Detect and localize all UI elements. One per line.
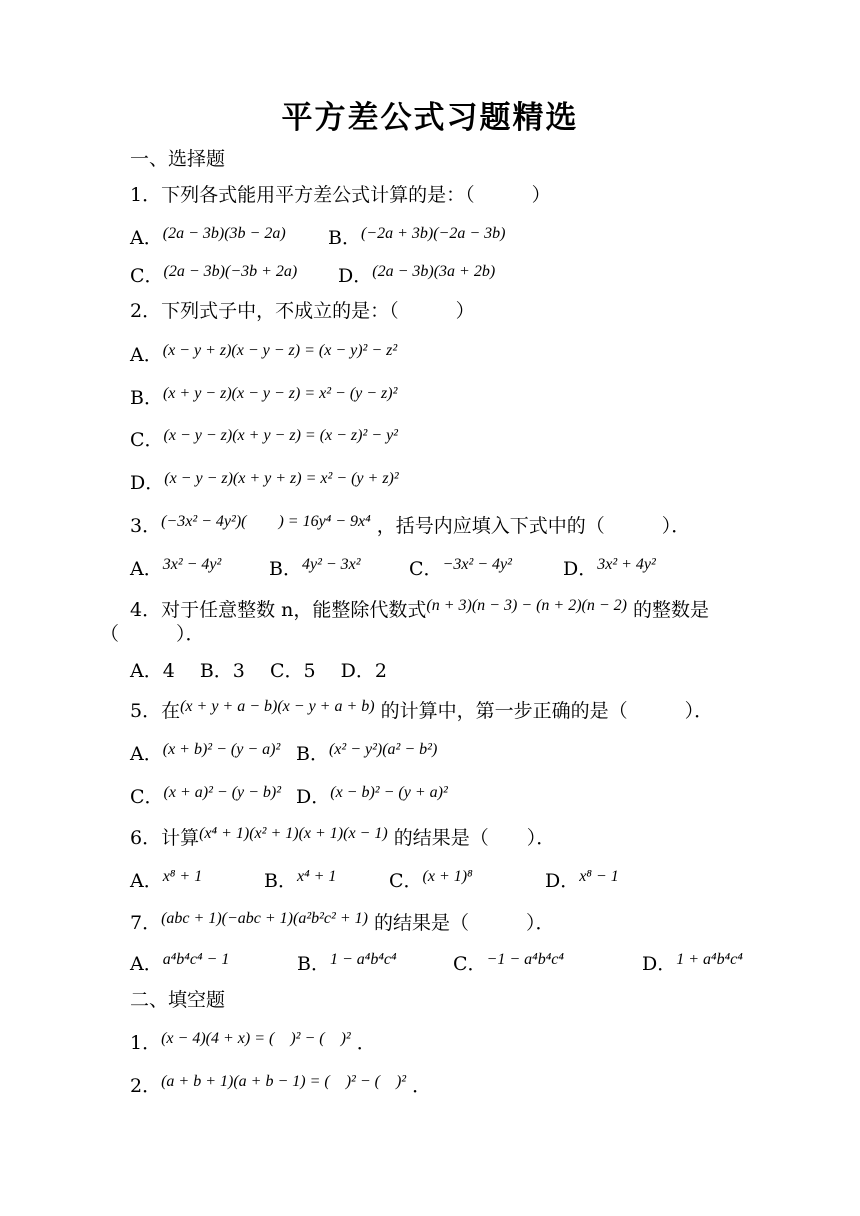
question-2-option-c (130, 428, 398, 454)
question-text-tail: 的结果是（ ）． (374, 912, 555, 934)
question-1-option-a (130, 226, 286, 252)
question-text: 6．计算 (130, 827, 200, 849)
question-expression: (a + b + 1)(a + b − 1) = ( )² − ( )² (161, 1073, 407, 1090)
option-label: B． (264, 870, 297, 892)
question-text: 5．在 (130, 700, 181, 722)
question-5-option-d (296, 785, 448, 811)
option-label: C． (130, 786, 164, 808)
option-label: D． (563, 558, 598, 580)
fill-1 (130, 1031, 376, 1057)
question-2-option-b (130, 386, 397, 412)
option-expression: (x − y − z)(x + y + z) = x² − (y + z)² (164, 470, 399, 487)
question-number: 3． (130, 515, 162, 537)
section-fill-in: 二、填空题 (130, 989, 226, 1011)
option-expression: (x − b)² − (y + a)² (330, 784, 448, 801)
question-3-option-b (269, 557, 361, 583)
question-4-options: A．4 B．3 C．5 D．2 (130, 660, 387, 682)
question-1-option-d (338, 264, 495, 290)
option-label: A． (130, 227, 163, 249)
question-expression: (x + y + a − b)(x − y + a + b) (180, 698, 375, 715)
question-6-option-c (389, 869, 473, 895)
question-3-stem (130, 514, 690, 540)
question-expression: (x − 4)(4 + x) = ( )² − ( )² (161, 1030, 351, 1047)
option-label: B． (130, 387, 163, 409)
question-1-option-b (328, 226, 505, 252)
option-expression: −1 − a⁴b⁴c⁴ (486, 951, 564, 968)
question-7-option-d (642, 952, 743, 978)
option-label: A． (130, 870, 163, 892)
option-expression: (x + a)² − (y − b)² (163, 784, 282, 801)
question-5-option-a (130, 742, 280, 768)
question-text-tail: 的整数是 (633, 599, 710, 621)
question-text-tail: ． (412, 1075, 432, 1097)
option-label: D． (338, 265, 373, 287)
option-label: A． (130, 953, 163, 975)
question-6-option-a (130, 869, 202, 895)
option-label: A． (130, 743, 163, 765)
option-label: C． (453, 953, 487, 975)
option-expression: x⁸ + 1 (162, 868, 203, 885)
question-3-option-a (130, 557, 221, 583)
question-3-option-d (563, 557, 656, 583)
option-expression: (x + y − z)(x − y − z) = x² − (y − z)² (162, 385, 398, 402)
option-expression: 1 + a⁴b⁴c⁴ (676, 951, 743, 968)
question-7-option-b (297, 952, 397, 978)
option-expression: (2a − 3b)(−3b + 2a) (163, 263, 298, 280)
option-expression: (x + b)² − (y − a)² (162, 741, 281, 758)
question-1-option-c (130, 264, 297, 290)
option-label: A． (130, 344, 163, 366)
option-expression: x⁸ − 1 (579, 868, 619, 885)
option-label: C． (389, 870, 423, 892)
question-text: ，括号内应填入下式中的（ ）． (376, 515, 691, 537)
question-text: 4．对于任意整数 n，能整除代数式 (130, 599, 427, 621)
option-expression: 4y² − 3x² (301, 556, 361, 573)
option-expression: (−2a + 3b)(−2a − 3b) (360, 225, 506, 242)
option-label: C． (130, 429, 164, 451)
option-label: B． (328, 227, 361, 249)
option-label: C． (409, 558, 443, 580)
option-expression: 1 − a⁴b⁴c⁴ (329, 951, 397, 968)
question-expression: (abc + 1)(−abc + 1)(a²b²c² + 1) (161, 910, 368, 927)
option-label: A． (130, 558, 163, 580)
question-1-stem: 1．下列各式能用平方差公式计算的是：（ ） (130, 184, 551, 206)
option-label: B． (296, 743, 329, 765)
section-multiple-choice: 一、选择题 (130, 148, 226, 170)
option-expression: (2a − 3b)(3b − 2a) (162, 225, 286, 242)
option-expression: (x − y + z)(x − y − z) = (x − y)² − z² (162, 342, 398, 359)
question-6-option-d (545, 869, 619, 895)
question-number: 2． (130, 1075, 162, 1097)
page-title: 平方差公式习题精选 (281, 100, 579, 136)
question-5-stem (130, 699, 713, 725)
option-expression: 3x² + 4y² (597, 556, 656, 573)
fill-2 (130, 1074, 431, 1100)
option-label: D． (545, 870, 580, 892)
question-2-option-a (130, 343, 397, 369)
option-expression: x⁴ + 1 (296, 868, 337, 885)
question-2-option-d (130, 471, 399, 497)
option-expression: (x² − y²)(a² − b²) (328, 741, 438, 758)
question-2-stem: 2．下列式子中，不成立的是：（ ） (130, 300, 475, 322)
question-number: 1． (130, 1032, 162, 1054)
option-expression: (2a − 3b)(3a + 2b) (372, 263, 496, 280)
question-6-option-b (264, 869, 336, 895)
question-5-option-c (130, 785, 281, 811)
question-expression: (n + 3)(n − 3) − (n + 2)(n − 2) (426, 597, 627, 614)
question-4-stem (130, 598, 709, 624)
option-label: D． (130, 472, 165, 494)
option-label: C． (130, 265, 164, 287)
question-7-option-a (130, 952, 229, 978)
question-5-option-b (296, 742, 437, 768)
option-label: D． (642, 953, 677, 975)
question-text-tail: 的计算中，第一步正确的是（ ）． (380, 700, 714, 722)
question-4-continuation: （ ）． (100, 623, 205, 645)
question-7-option-c (453, 952, 564, 978)
option-label: B． (297, 953, 330, 975)
option-expression: 3x² − 4y² (162, 556, 222, 573)
question-3-option-c (409, 557, 512, 583)
question-7-stem (130, 911, 555, 937)
question-text-tail: 的结果是（ ）． (393, 827, 556, 849)
option-label: D． (296, 786, 331, 808)
option-expression: (x − y − z)(x + y − z) = (x − z)² − y² (163, 427, 398, 444)
question-expression: (x⁴ + 1)(x² + 1)(x + 1)(x − 1) (199, 825, 388, 842)
option-label: B． (269, 558, 302, 580)
option-expression: a⁴b⁴c⁴ − 1 (162, 951, 230, 968)
question-6-stem (130, 826, 555, 852)
option-expression: (x + 1)⁸ (422, 868, 473, 885)
question-text-tail: ． (356, 1032, 376, 1054)
option-expression: −3x² − 4y² (442, 556, 512, 573)
question-number: 7． (130, 912, 162, 934)
question-expression: (−3x² − 4y²)( ) = 16y⁴ − 9x⁴ (161, 513, 371, 530)
